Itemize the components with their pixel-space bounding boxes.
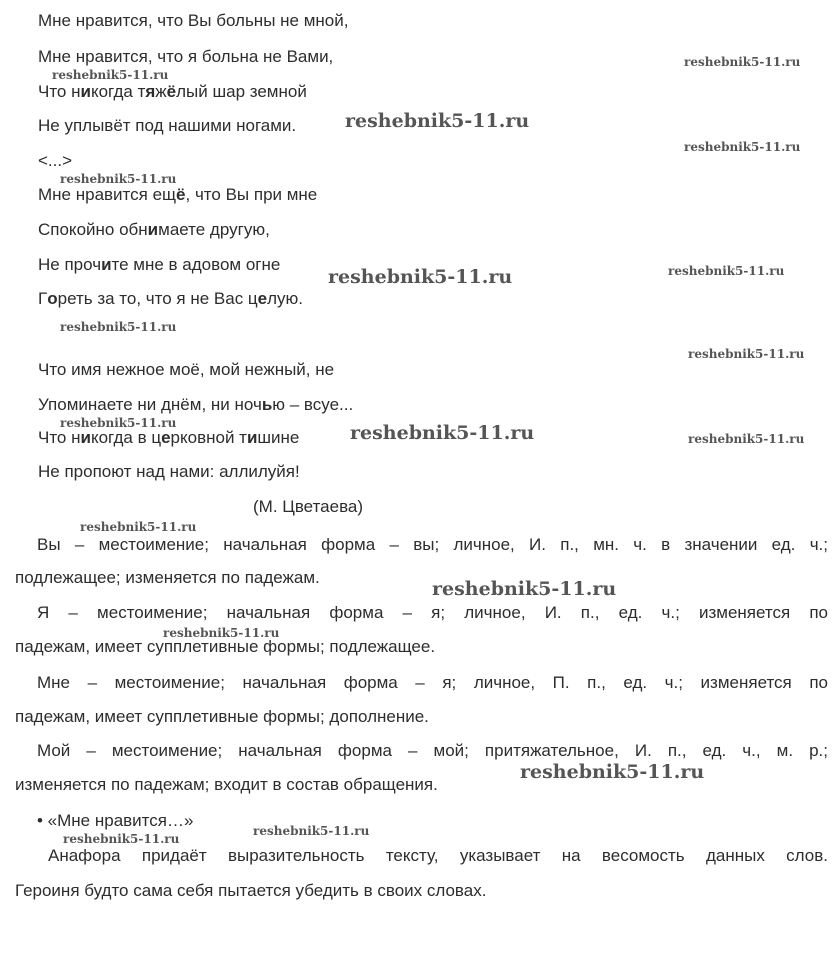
watermark: reshebnik5-11.ru xyxy=(60,416,177,430)
poem-line-1: Мне нравится, что Вы больны не мной, xyxy=(38,11,349,30)
analysis-ya-line-2: падежам, имеет супплетивные формы; подлежащее. xyxy=(15,637,436,656)
watermark: reshebnik5-11.ru xyxy=(688,347,805,361)
watermark: reshebnik5-11.ru xyxy=(684,140,801,154)
watermark: reshebnik5-11.ru xyxy=(345,110,530,132)
analysis-vy-line-2: подлежащее; изменяется по падежам. xyxy=(15,568,320,587)
analysis-vy-line-1: Вы – местоимение; начальная форма – вы; личное, И. п., мн. ч. в значении ед. ч.; xyxy=(37,535,828,554)
watermark: reshebnik5-11.ru xyxy=(63,832,180,846)
poem-line-9: Что имя нежное моё, мой нежный, не xyxy=(38,360,335,379)
poem-line-3: Что никогда тяжёлый шар земной xyxy=(38,82,307,101)
poem-line-5: Мне нравится ещё, что Вы при мне xyxy=(38,185,318,204)
watermark: reshebnik5-11.ru xyxy=(80,520,197,534)
watermark: reshebnik5-11.ru xyxy=(520,761,705,783)
analysis-moy-line-1: Мой – местоимение; начальная форма – мой; притяжательное, И. п., ед. ч., м. р.; xyxy=(37,741,828,760)
analysis-mne-line-1: Мне – местоимение; начальная форма – я; личное, П. п., ед. ч.; изменяется по xyxy=(37,673,828,692)
poem-line-11: Что никогда в церковной тишине xyxy=(38,428,300,447)
watermark: reshebnik5-11.ru xyxy=(52,68,169,82)
analysis-mne-line-2: падежам, имеет супплетивные формы; дополнение. xyxy=(15,707,429,726)
poem-line-7: Не прочите мне в адовом огне xyxy=(38,255,281,274)
bullet-item: • «Мне нравится…» xyxy=(37,811,194,830)
analysis-anaphora-line-1: Анафора придаёт выразительность тексту, указывает на весомость данных слов. xyxy=(48,846,828,865)
watermark: reshebnik5-11.ru xyxy=(60,320,177,334)
poem-line-8: Гореть за то, что я не Вас целую. xyxy=(38,289,304,308)
watermark: reshebnik5-11.ru xyxy=(432,578,617,600)
watermark: reshebnik5-11.ru xyxy=(328,266,513,288)
watermark: reshebnik5-11.ru xyxy=(163,626,280,640)
watermark: reshebnik5-11.ru xyxy=(60,172,177,186)
poem-author: (М. Цветаева) xyxy=(253,497,364,516)
watermark: reshebnik5-11.ru xyxy=(350,422,535,444)
watermark: reshebnik5-11.ru xyxy=(688,432,805,446)
poem-line-6: Спокойно обнимаете другую, xyxy=(38,220,270,239)
poem-line-10: Упоминаете ни днём, ни ночью – всуе... xyxy=(38,395,354,414)
analysis-moy-line-2: изменяется по падежам; входит в состав обращения. xyxy=(15,775,438,794)
poem-line-4: Не уплывёт под нашими ногами. xyxy=(38,116,297,135)
poem-line-12: Не пропоют над нами: аллилуйя! xyxy=(38,462,300,481)
poem-line-2: Мне нравится, что я больна не Вами, xyxy=(38,47,334,66)
analysis-ya-line-1: Я – местоимение; начальная форма – я; личное, И. п., ед. ч.; изменяется по xyxy=(37,603,828,622)
watermark: reshebnik5-11.ru xyxy=(684,55,801,69)
watermark: reshebnik5-11.ru xyxy=(668,264,785,278)
poem-ellipsis: <...> xyxy=(38,151,73,170)
watermark: reshebnik5-11.ru xyxy=(253,824,370,838)
analysis-anaphora-line-2: Героиня будто сама себя пытается убедить в своих словах. xyxy=(15,881,487,900)
